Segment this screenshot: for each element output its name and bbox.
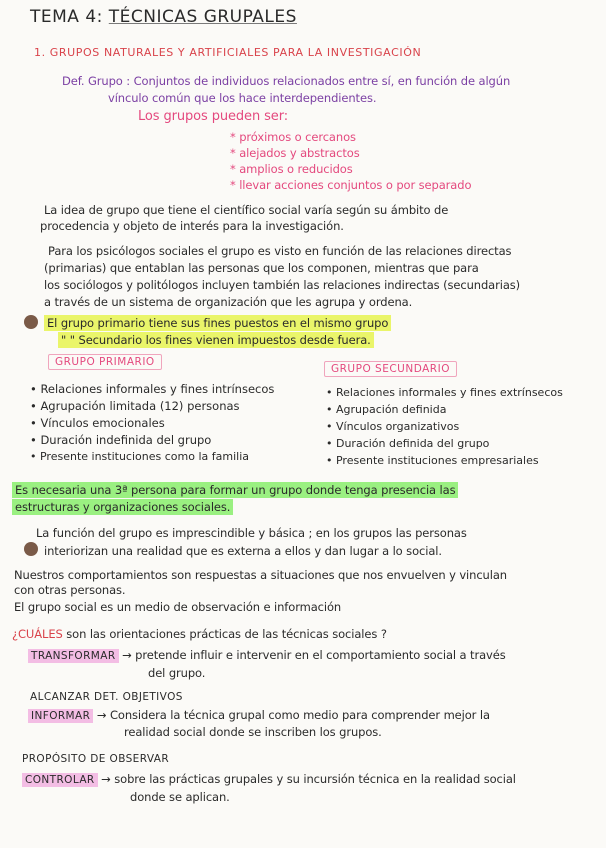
secondary-item-4: • Duración definida del grupo — [326, 437, 490, 450]
title-prefix: TEMA 4: — [30, 7, 103, 27]
primary-group-highlight: El grupo primario tiene sus fines puestos en el mismo grupo — [44, 315, 391, 331]
achieve-objectives: ALCANZAR DET. OBJETIVOS — [30, 691, 183, 703]
bullet-dot-2 — [24, 542, 38, 556]
idea-line-1: La idea de grupo que tiene el científico social varía según su ámbito de — [44, 203, 449, 217]
green-line-2 — [12, 500, 233, 514]
observe-purpose: PROPÓSITO DE OBSERVAR — [22, 753, 170, 765]
transform-label: TRANSFORMAR — [28, 649, 119, 663]
type-item-4: * llevar acciones conjuntos o por separado — [230, 178, 472, 192]
transform-line — [28, 648, 506, 663]
type-item-1: * próximos o cercanos — [230, 130, 356, 144]
primary-item-1: • Relaciones informales y fines intrínsecos — [30, 382, 275, 396]
inform-text-2: realidad social donde se inscriben los grupos. — [124, 725, 382, 739]
behaviour-line-2: con otras personas. — [14, 583, 126, 597]
control-label: CONTROLAR — [22, 773, 98, 787]
secondary-item-5: • Presente instituciones empresariales — [326, 454, 539, 467]
transform-text-1: → pretende influir e intervenir en el comportamiento social a través — [122, 648, 506, 662]
question-line — [12, 627, 387, 641]
psico-line-1: Para los psicólogos sociales el grupo es visto en función de las relaciones directas — [48, 244, 512, 258]
control-text-1: → sobre las prácticas grupales y su incursión técnica en la realidad social — [101, 772, 516, 786]
inform-label: INFORMAR — [28, 709, 93, 723]
primary-item-4: • Duración indefinida del grupo — [30, 433, 212, 447]
psico-line-4: a través de un sistema de organización que les agrupa y ordena. — [44, 295, 413, 309]
inform-line — [28, 708, 490, 723]
psico-line-3: los sociólogos y politólogos incluyen también las relaciones indirectas (secundarias) — [44, 278, 521, 292]
question-rest: son las orientaciones prácticas de las técnicas sociales ? — [62, 627, 387, 641]
primary-item-5: • Presente instituciones como la familia — [30, 450, 249, 463]
secondary-group-highlight: " " Secundario los fines vienen impuestos desde fuera. — [58, 332, 374, 348]
primary-item-2: • Agrupación limitada (12) personas — [30, 399, 240, 413]
secondary-group-line — [58, 333, 374, 347]
page-title — [30, 7, 297, 27]
type-item-2: * alejados y abstractos — [230, 146, 360, 160]
secondary-item-2: • Agrupación definida — [326, 403, 447, 416]
control-line — [22, 772, 516, 787]
medium-line: El grupo social es un medio de observación e información — [14, 600, 342, 614]
bullet-dot-1 — [24, 315, 38, 329]
psico-line-2: (primarias) que entablan las personas que los componen, mientras que para — [44, 261, 479, 275]
behaviour-line-1: Nuestros comportamientos son respuestas a situaciones que nos envuelven y vinculan — [14, 568, 507, 582]
green-highlight-2: estructuras y organizaciones sociales. — [12, 499, 233, 515]
secondary-item-3: • Vínculos organizativos — [326, 420, 460, 433]
green-highlight-1: Es necesaria una 3ª persona para formar un grupo donde tenga presencia las — [12, 482, 458, 498]
definition-line-1: Def. Grupo : Conjuntos de individuos relacionados entre sí, en función de algún — [62, 74, 511, 88]
definition-line-2: vínculo común que los hace interdependientes. — [108, 91, 377, 105]
groups-can-be: Los grupos pueden ser: — [138, 109, 288, 124]
function-line-1: La función del grupo es imprescindible y básica ; en los grupos las personas — [36, 526, 467, 540]
type-item-3: * amplios o reducidos — [230, 162, 353, 176]
function-line-2: interiorizan una realidad que es externa a ellos y dan lugar a lo social. — [44, 544, 442, 558]
primary-item-3: • Vínculos emocionales — [30, 416, 165, 430]
secondary-item-1: • Relaciones informales y fines extrínsecos — [326, 386, 563, 399]
green-line-1 — [12, 483, 458, 497]
question-prefix: ¿CUÁLES — [12, 627, 63, 641]
transform-text-2: del grupo. — [148, 666, 206, 680]
section-heading: 1. GRUPOS NATURALES Y ARTIFICIALES PARA LA INVESTIGACIÓN — [34, 46, 422, 59]
secondary-group-title: GRUPO SECUNDARIO — [324, 361, 457, 377]
primary-group-title: GRUPO PRIMARIO — [48, 354, 162, 370]
control-text-2: donde se aplican. — [130, 790, 230, 804]
title-text: TÉCNICAS GRUPALES — [108, 7, 297, 27]
inform-text-1: → Considera la técnica grupal como medio para comprender mejor la — [96, 708, 490, 722]
primary-group-line — [44, 316, 391, 330]
idea-line-2: procedencia y objeto de interés para la investigación. — [40, 219, 344, 233]
